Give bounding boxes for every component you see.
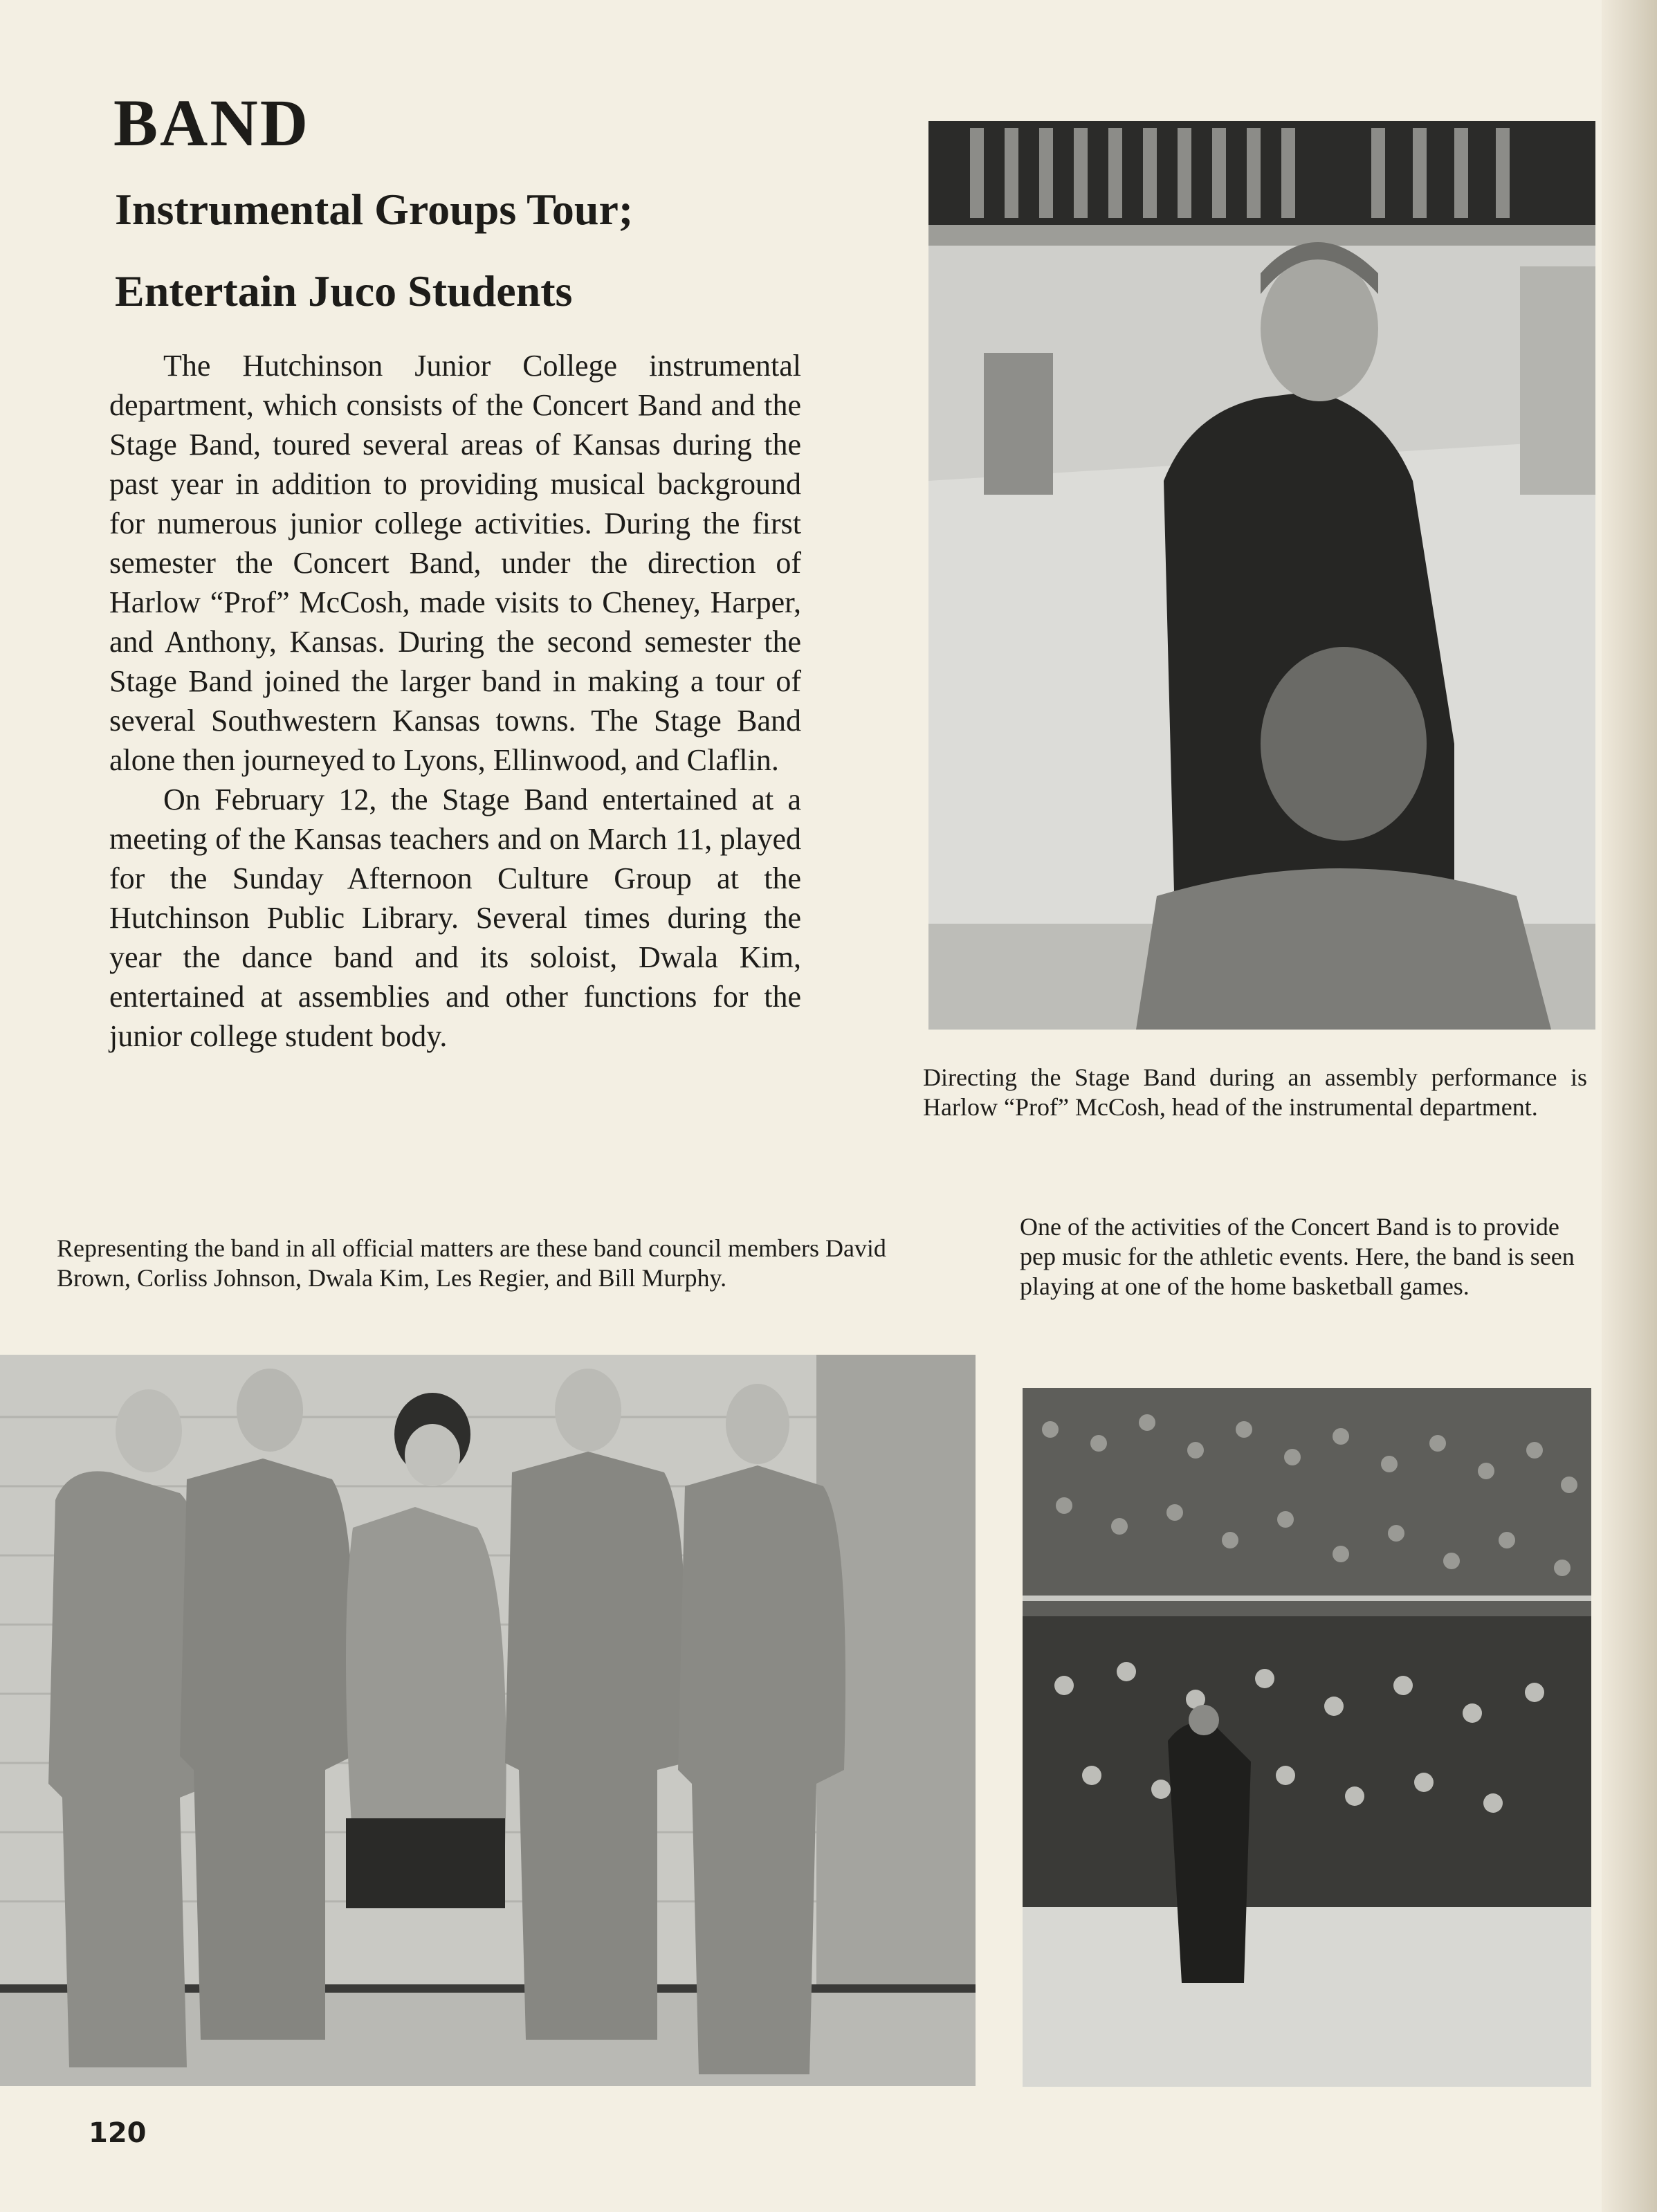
director-caption: Directing the Stage Band during an assembly performance is Harlow “Prof” McCosh, head of the instrumental department. <box>923 1063 1587 1121</box>
page-heading: BAND <box>113 86 311 160</box>
concert-band-photo <box>1023 1388 1591 2087</box>
council-caption: Representing the band in all official matters are these band council members David Brown, Corliss Johnson, Dwala Kim, Les Regier, and Bill Murphy. <box>57 1234 886 1292</box>
subheading-line-2: Entertain Juco Students <box>115 266 573 316</box>
concert-caption: One of the activities of the Concert Band is to provide pep music for the athletic events. Here, the band is seen playing at one of the home basketball games. <box>1020 1213 1575 1300</box>
article-paragraph: On February 12, the Stage Band entertained at a meeting of the Kansas teachers and on March 11, played for the Sunday Afternoon Culture Group at the Hutchinson Public Library. Several times during the year the dance band and its soloist, Dwala Kim, entertained at assemblies and other functions for the junior college student body. <box>109 783 801 1053</box>
director-photo <box>928 121 1595 1030</box>
band-council-photo <box>0 1355 976 2086</box>
subheading-line-1: Instrumental Groups Tour; <box>115 185 634 234</box>
article-paragraph: The Hutchinson Junior College instrumental department, which consists of the Concert Band and the Stage Band, toured several areas of Kansas during the past year in addition to providing musical background for numerous junior college activities. During the first semester the Concert Band, under the direction of Harlow “Prof” McCosh, made visits to Cheney, Harper, and Anthony, Kansas. During the second semester the Stage Band joined the larger band in making a tour of several Southwestern Kansas towns. The Stage Band alone then journeyed to Lyons, Ellinwood, and Claflin. <box>109 349 801 777</box>
page-number: 120 <box>89 2117 147 2149</box>
page-binding-shadow <box>1602 0 1657 2212</box>
article-body <box>109 346 801 1056</box>
